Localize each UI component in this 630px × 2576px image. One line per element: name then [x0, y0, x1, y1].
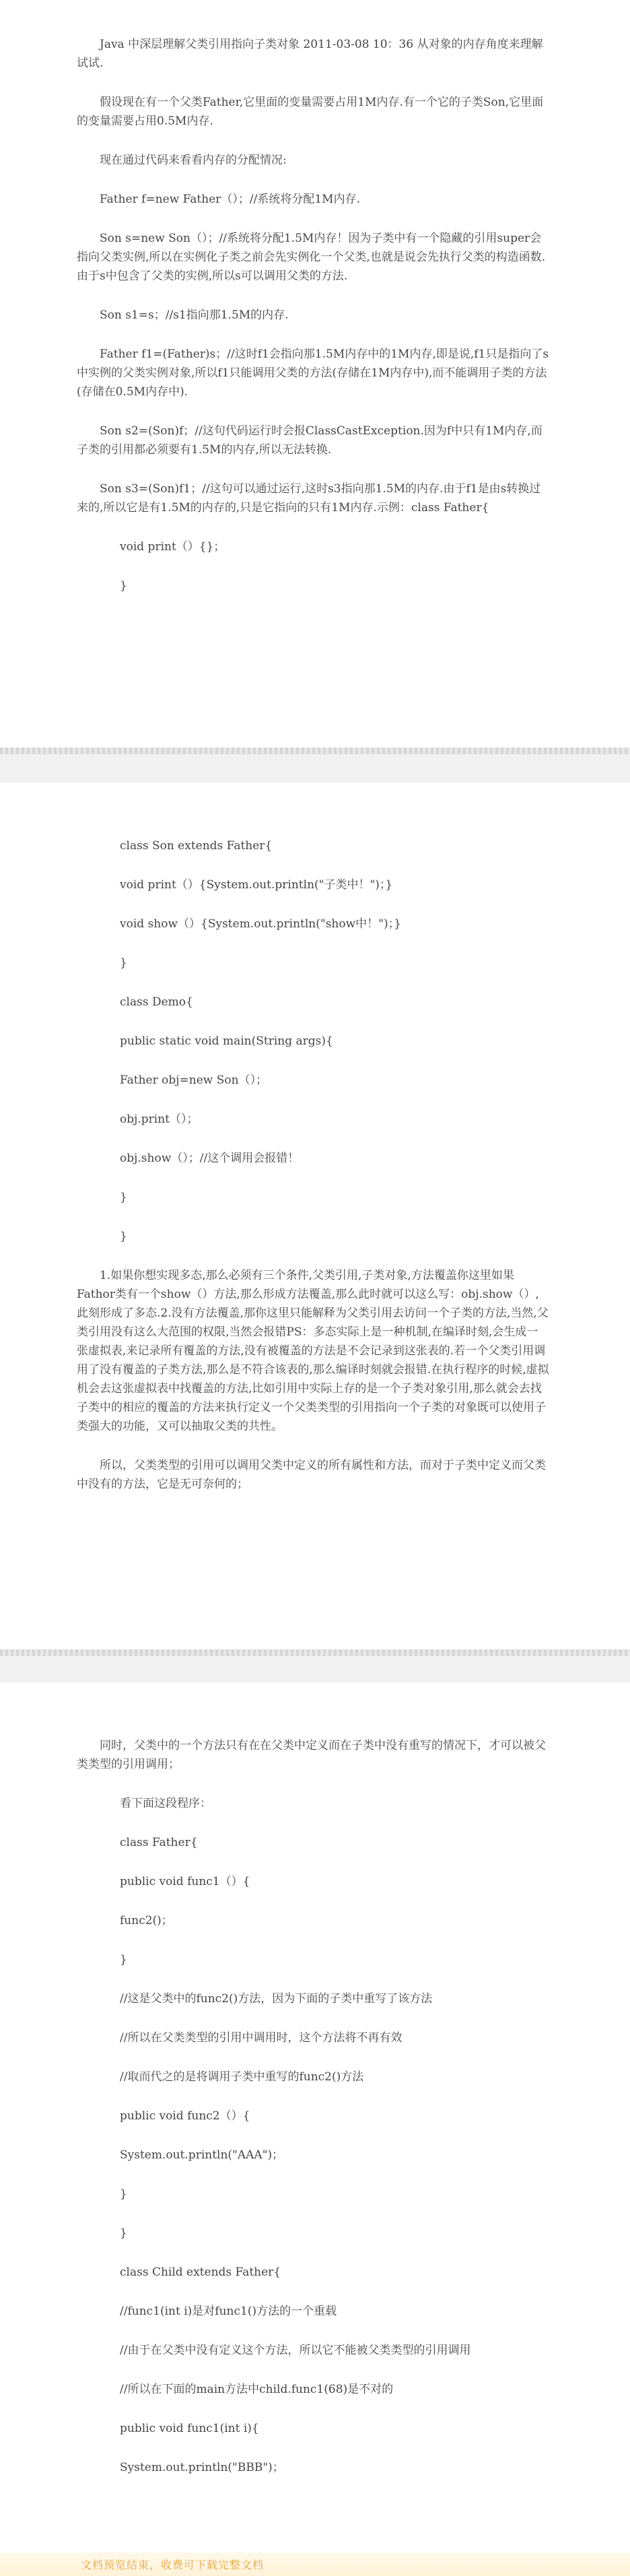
- code-line: System.out.println("BBB")；: [120, 2461, 284, 2474]
- paragraph: 现在通过代码来看看内存的分配情况:: [100, 154, 287, 167]
- code-line: 看下面这段程序：: [120, 1797, 211, 1810]
- code-line: //由于在父类中没有定义这个方法，所以它不能被父类类型的引用调用: [120, 2344, 471, 2357]
- paragraph: Son s=new Son（）；//系统将分配1.5M内存！因为子类中有一个隐藏的引用super会指向父类实例,所以在实例化子类之前会先实例化一个父类,也就是说会先执行父类的构造函数.由于s中包含了父类的实例,所以s可以调用父类的方法.: [77, 232, 546, 283]
- code-line: func2()；: [120, 1914, 173, 1927]
- code-line: //func1(int i)是对func1()方法的一个重载: [120, 2305, 337, 2318]
- paragraph: 1.如果你想实现多态,那么必须有三个条件,父类引用,子类对象,方法覆盖你这里如果Fathor类有一个show（）方法,那么形成方法覆盖,那么此时就可以这么写：obj.show（）,此刻形成了多态.2.没有方法覆盖,那你这里只能解释为父类引用去访问一个子类的方法,当然,父类引用没有这么大范围的权限,当然会报错PS：多态实际上是一种机制,在编译时刻,会生成一张虚拟表,来记录所有覆盖的方法,没有被覆盖的方法是不会记录到这张表的.若一个父类引用调用了没有覆盖的子类方法,那么是不符合该表的,那么编译时刻就会报错.在执行程序的时候,虚拟机会去这张虚拟表中找覆盖的方法,比如引用中实际上存的是一个子类对象引用,那么就会去找子类中的相应的覆盖的方法来执行定义一个父类类型的引用指向一个子类的对象既可以使用子类强大的功能，又可以抽取父类的共性。: [77, 1269, 549, 1433]
- code-line: }: [120, 579, 127, 593]
- code-line: class Child extends Father{: [120, 2266, 281, 2279]
- code-line: void show（）{System.out.println("show中！")；}: [120, 917, 401, 931]
- code-line: }: [120, 2187, 127, 2201]
- preview-end-banner[interactable]: [0, 2552, 630, 2576]
- code-line: }: [120, 1230, 127, 1243]
- code-line: }: [120, 956, 127, 970]
- preview-end-text: 文档预览结束，收费可下载完整文档: [81, 2558, 265, 2571]
- code-line: }: [120, 2226, 127, 2240]
- paragraph: Son s1=s；//s1指向那1.5M的内存.: [100, 308, 289, 322]
- code-line: obj.show（）；//这个调用会报错！: [120, 1152, 300, 1165]
- code-line: class Father{: [120, 1836, 198, 1849]
- document-page-2: [0, 783, 630, 1649]
- code-line: public void func2（）{: [120, 2109, 250, 2123]
- code-line: //所以在父类类型的引用中调用时，这个方法将不再有效: [120, 2031, 403, 2045]
- code-line: //取而代之的是将调用子类中重写的func2()方法: [120, 2070, 364, 2084]
- paragraph: Java 中深层理解父类引用指向子类对象 2011-03-08 10：36 从对象的内存角度来理解试试.: [77, 38, 543, 70]
- code-line: }: [120, 1191, 127, 1204]
- document-page-3: [0, 1682, 630, 2576]
- paragraph: Son s2=(Son)f；//这句代码运行时会报ClassCastException.因为f中只有1M内存,而子类的引用都必须要有1.5M的内存,所以无法转换.: [77, 424, 542, 457]
- code-line: Father obj=new Son（）；: [120, 1074, 268, 1087]
- paragraph: 同时，父类中的一个方法只有在在父类中定义而在子类中没有重写的情况下，才可以被父类类型的引用调用；: [77, 1739, 546, 1771]
- code-line: System.out.println("AAA")；: [120, 2148, 284, 2162]
- paragraph: Father f1=(Father)s；//这时f1会指向那1.5M内存中的1M内存,即是说,f1只是指向了s中实例的父类实例对象,所以f1只能调用父类的方法(存储在1M内存中),而不能调用子类的方法(存储在0.5M内存中).: [77, 348, 549, 399]
- code-line: }: [120, 1953, 127, 1967]
- paragraph: Father f=new Father（）；//系统将分配1M内存.: [100, 193, 360, 206]
- code-line: //这是父类中的func2()方法，因为下面的子类中重写了该方法: [120, 1992, 433, 2006]
- code-line: class Son extends Father{: [120, 839, 273, 853]
- page-divider: [0, 1649, 630, 1656]
- code-line: void print（）{System.out.println("子类中！")；}: [120, 878, 393, 892]
- code-line: public void func1(int i){: [120, 2422, 259, 2435]
- code-line: //所以在下面的main方法中child.func1(68)是不对的: [120, 2383, 394, 2396]
- code-line: obj.print（）；: [120, 1113, 199, 1126]
- paragraph: 所以，父类类型的引用可以调用父类中定义的所有属性和方法，而对于子类中定义而父类中没有的方法，它是无可奈何的；: [77, 1459, 546, 1491]
- code-line: public void func1（）{: [120, 1875, 250, 1888]
- code-line: class Demo{: [120, 995, 193, 1009]
- document-page-1: [0, 0, 630, 748]
- paragraph: 假设现在有一个父类Father,它里面的变量需要占用1M内存.有一个它的子类Son,它里面的变量需要占用0.5M内存.: [77, 96, 544, 128]
- page-divider: [0, 748, 630, 754]
- paragraph: Son s3=(Son)f1；//这句可以通过运行,这时s3指向那1.5M的内存.由于f1是由s转换过来的,所以它是有1.5M的内存的,只是它指向的只有1M内存.示例：class Father{: [77, 482, 541, 515]
- code-line: void print（）{}；: [120, 540, 225, 554]
- code-line: public static void main(String args){: [120, 1034, 333, 1048]
